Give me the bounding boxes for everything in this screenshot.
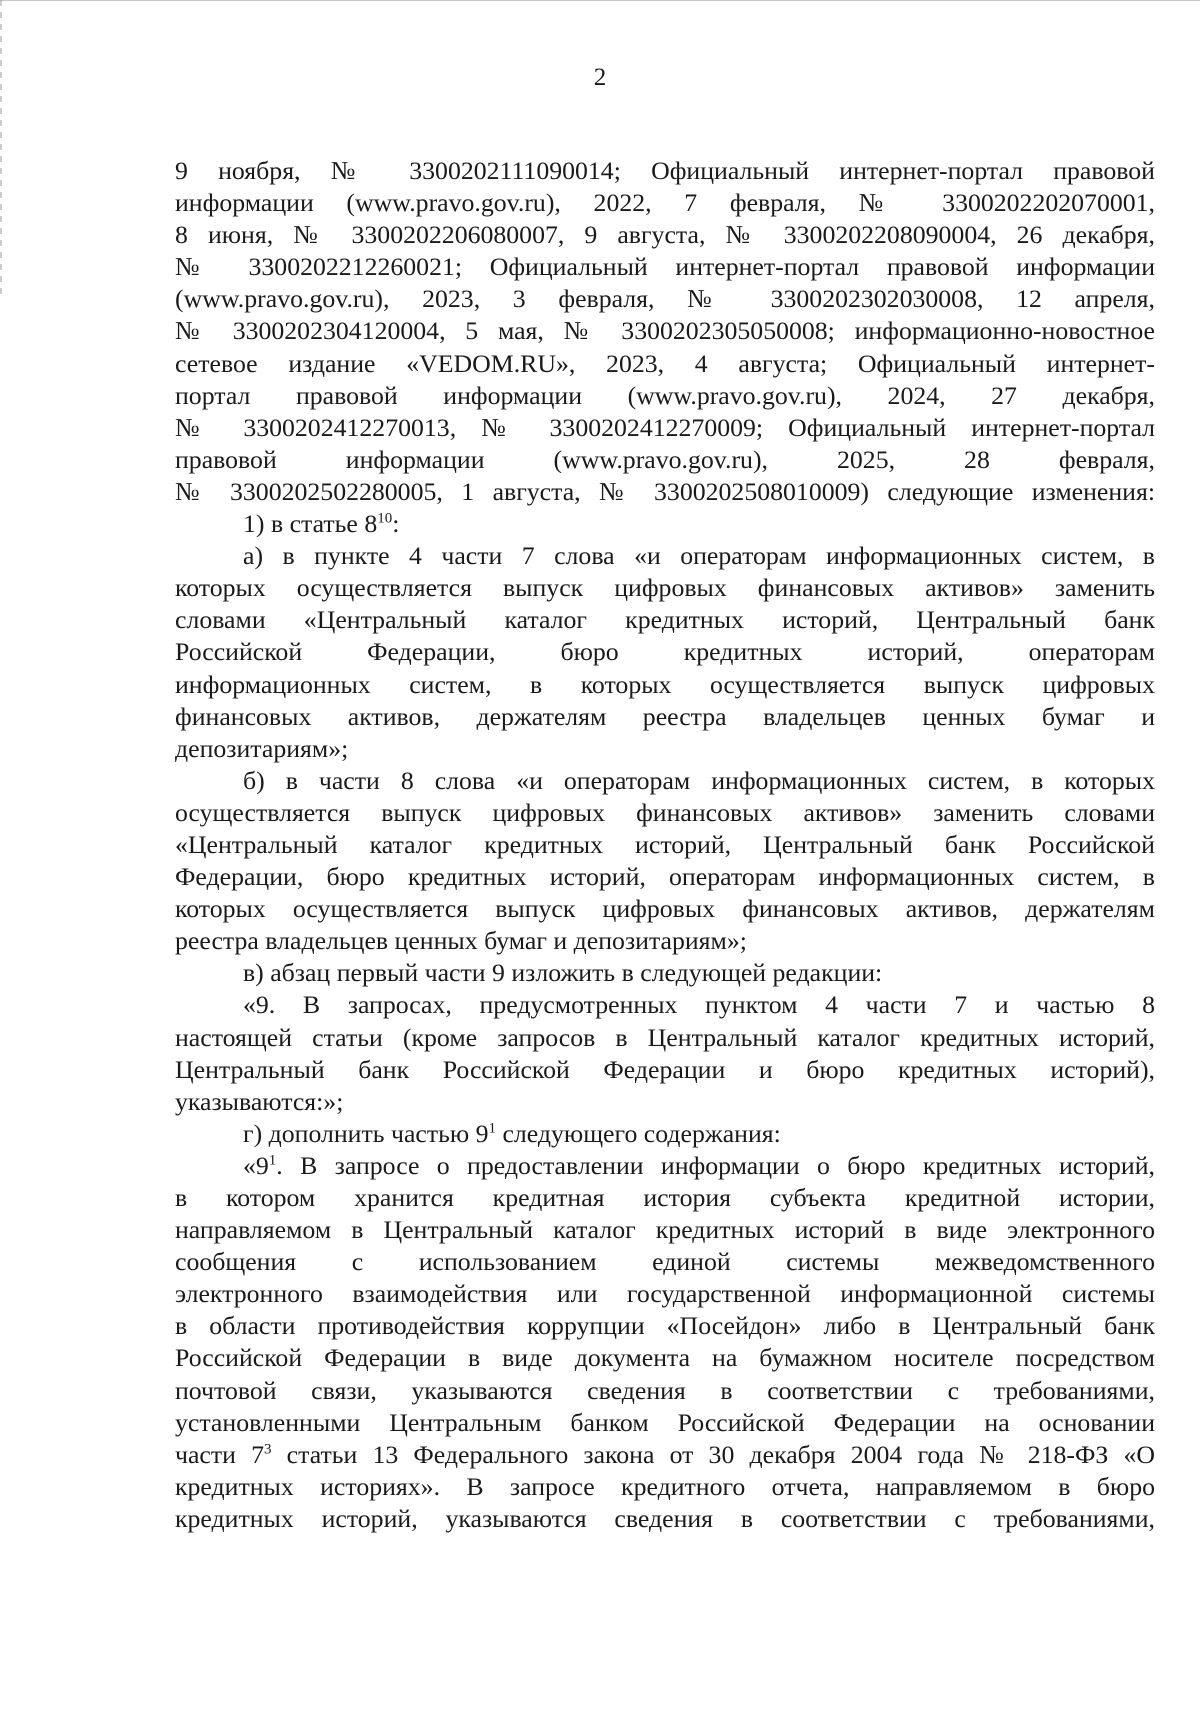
text-line <box>175 283 1155 315</box>
text-line <box>175 1182 1155 1214</box>
text-line-content: Российской Федерации, бюро кредитных историй, операторам <box>175 637 1155 667</box>
text-line <box>175 508 1155 540</box>
text-line <box>175 476 1155 508</box>
text-line-content: 1) в статье 8 <box>243 509 378 539</box>
text-line <box>175 957 1155 989</box>
text-line <box>175 219 1155 251</box>
text-line <box>175 1086 1155 1118</box>
text-line <box>175 861 1155 893</box>
text-line <box>175 1471 1155 1503</box>
text-line <box>175 412 1155 444</box>
text-line <box>175 733 1155 765</box>
text-line-continuation: статьи 13 Федерального закона от 30 декабря 2004 года № 218-ФЗ «О <box>271 1439 1155 1469</box>
text-line-content: № 3300202212260021; Официальный интернет-портал правовой информации <box>175 252 1155 282</box>
text-line <box>175 765 1155 797</box>
text-line-content: 8 июня, № 3300202206080007, 9 августа, № 3300202208090004, 26 декабря, <box>175 220 1155 250</box>
text-line <box>175 251 1155 283</box>
text-line-content: б) в части 8 слова «и операторам информационных систем, в которых <box>243 765 1155 795</box>
text-line <box>175 829 1155 861</box>
superscript: 1 <box>268 1152 277 1169</box>
text-line-content: Центральный банк Российской Федерации и бюро кредитных историй), <box>175 1054 1155 1084</box>
text-line-content: правовой информации (www.pravo.gov.ru), 2025, 28 февраля, <box>175 444 1155 474</box>
text-line-content: почтовой связи, указываются сведения в соответствии с требованиями, <box>175 1375 1155 1405</box>
text-line <box>175 701 1155 733</box>
text-line <box>175 1054 1155 1086</box>
text-line <box>175 604 1155 636</box>
text-line-content: № 3300202502280005, 1 августа, № 3300202508010009) следующие изменения: <box>175 476 1155 506</box>
text-line-content: части 7 <box>175 1439 265 1469</box>
text-line <box>175 1503 1155 1535</box>
text-line <box>175 669 1155 701</box>
text-line <box>175 1407 1155 1439</box>
text-line-content: информационных систем, в которых осуществляется выпуск цифровых <box>175 669 1155 699</box>
text-line-content: Федерации, бюро кредитных историй, операторам информационных систем, в <box>175 862 1155 892</box>
text-line-content: а) в пункте 4 части 7 слова «и операторам информационных систем, в <box>243 541 1155 571</box>
text-line-content: портал правовой информации (www.pravo.gov.ru), 2024, 27 декабря, <box>175 380 1155 410</box>
text-line-content: которых осуществляется выпуск цифровых финансовых активов» заменить <box>175 573 1155 603</box>
text-line <box>175 797 1155 829</box>
text-line <box>175 1214 1155 1246</box>
text-line <box>175 540 1155 572</box>
text-line-continuation: : <box>392 509 400 539</box>
top-edge-line <box>0 0 1200 1</box>
text-line <box>175 1439 1155 1471</box>
text-line <box>175 155 1155 187</box>
text-line-content: сетевое издание «VEDOM.RU», 2023, 4 августа; Официальный интернет- <box>175 348 1155 378</box>
page-number: 2 <box>593 64 607 91</box>
text-line-content: «Центральный каталог кредитных историй, Центральный банк Российской <box>175 829 1155 859</box>
text-line-content: осуществляется выпуск цифровых финансовых активов» заменить словами <box>175 797 1155 827</box>
text-line-content: депозитариям»; <box>175 733 349 763</box>
text-line <box>175 1150 1155 1182</box>
text-line-content: в области противодействия коррупции «Посейдон» либо в Центральный банк <box>175 1311 1155 1341</box>
text-line <box>175 1118 1155 1150</box>
text-line-content: 9 ноября, № 3300202111090014; Официальный интернет-портал правовой <box>175 156 1155 185</box>
text-line-content: настоящей статьи (кроме запросов в Центральный каталог кредитных историй, <box>175 1022 1155 1052</box>
text-line-content: № 3300202304120004, 5 мая, № 3300202305050008; информационно-новостное <box>175 316 1155 346</box>
text-line-content: указываются:»; <box>175 1086 344 1116</box>
text-line <box>175 187 1155 219</box>
text-line <box>175 1022 1155 1054</box>
text-line <box>175 348 1155 380</box>
text-line-content: которых осуществляется выпуск цифровых финансовых активов, держателям <box>175 894 1155 924</box>
text-line-content: финансовых активов, держателям реестра владельцев ценных бумаг и <box>175 701 1155 731</box>
text-line <box>175 1278 1155 1310</box>
text-line-continuation: . В запросе о предоставлении информации о бюро кредитных историй, <box>276 1150 1155 1180</box>
text-line-content: № 3300202412270013, № 3300202412270009; Официальный интернет-портал <box>175 412 1155 442</box>
text-line-content: в котором хранится кредитная история субъекта кредитной истории, <box>175 1183 1155 1212</box>
text-line-content: кредитных историй, указываются сведения в соответствии с требованиями, <box>175 1503 1155 1533</box>
text-line-content: «9. В запросах, предусмотренных пунктом 4 части 7 и частью 8 <box>243 990 1155 1020</box>
text-line <box>175 893 1155 925</box>
text-line-content: «9 <box>243 1150 269 1180</box>
text-line <box>175 444 1155 476</box>
text-line <box>175 1342 1155 1374</box>
text-line-continuation: следующего содержания: <box>496 1118 781 1148</box>
text-line-content: Российской Федерации в виде документа на бумажном носителе посредством <box>175 1343 1155 1373</box>
text-line-content: кредитных историях». В запросе кредитного отчета, направляемом в бюро <box>175 1471 1155 1501</box>
text-line-content: словами «Центральный каталог кредитных историй, Центральный банк <box>175 605 1155 635</box>
superscript: 1 <box>488 1120 497 1137</box>
text-line-content: установленными Центральным банком Российской Федерации на основании <box>175 1407 1155 1437</box>
text-line <box>175 572 1155 604</box>
superscript: 3 <box>264 1441 272 1458</box>
text-line <box>175 1246 1155 1278</box>
text-line <box>175 380 1155 412</box>
text-line-content: информации (www.pravo.gov.ru), 2022, 7 февраля, № 3300202202070001, <box>175 188 1155 218</box>
superscript: 10 <box>377 510 393 527</box>
text-line-content: (www.pravo.gov.ru), 2023, 3 февраля, № 3300202302030008, 12 апреля, <box>175 284 1155 314</box>
text-line <box>175 989 1155 1021</box>
text-line <box>175 1310 1155 1342</box>
text-line-content: направляемом в Центральный каталог кредитных историй в виде электронного <box>175 1215 1155 1245</box>
text-line-content: сообщения с использованием единой системы межведомственного <box>175 1247 1155 1277</box>
text-line-content: г) дополнить частью 9 <box>243 1118 489 1148</box>
text-line-content: в) абзац первый части 9 изложить в следующей редакции: <box>243 958 883 988</box>
document-body <box>175 155 1155 1535</box>
text-line-content: реестра владельцев ценных бумаг и депозитариям»; <box>175 926 747 956</box>
text-line <box>175 636 1155 668</box>
text-line <box>175 925 1155 957</box>
text-line <box>175 1375 1155 1407</box>
text-line-content: электронного взаимодействия или государственной информационной системы <box>175 1279 1155 1309</box>
text-line <box>175 315 1155 347</box>
scan-edge-mark <box>0 0 2 300</box>
